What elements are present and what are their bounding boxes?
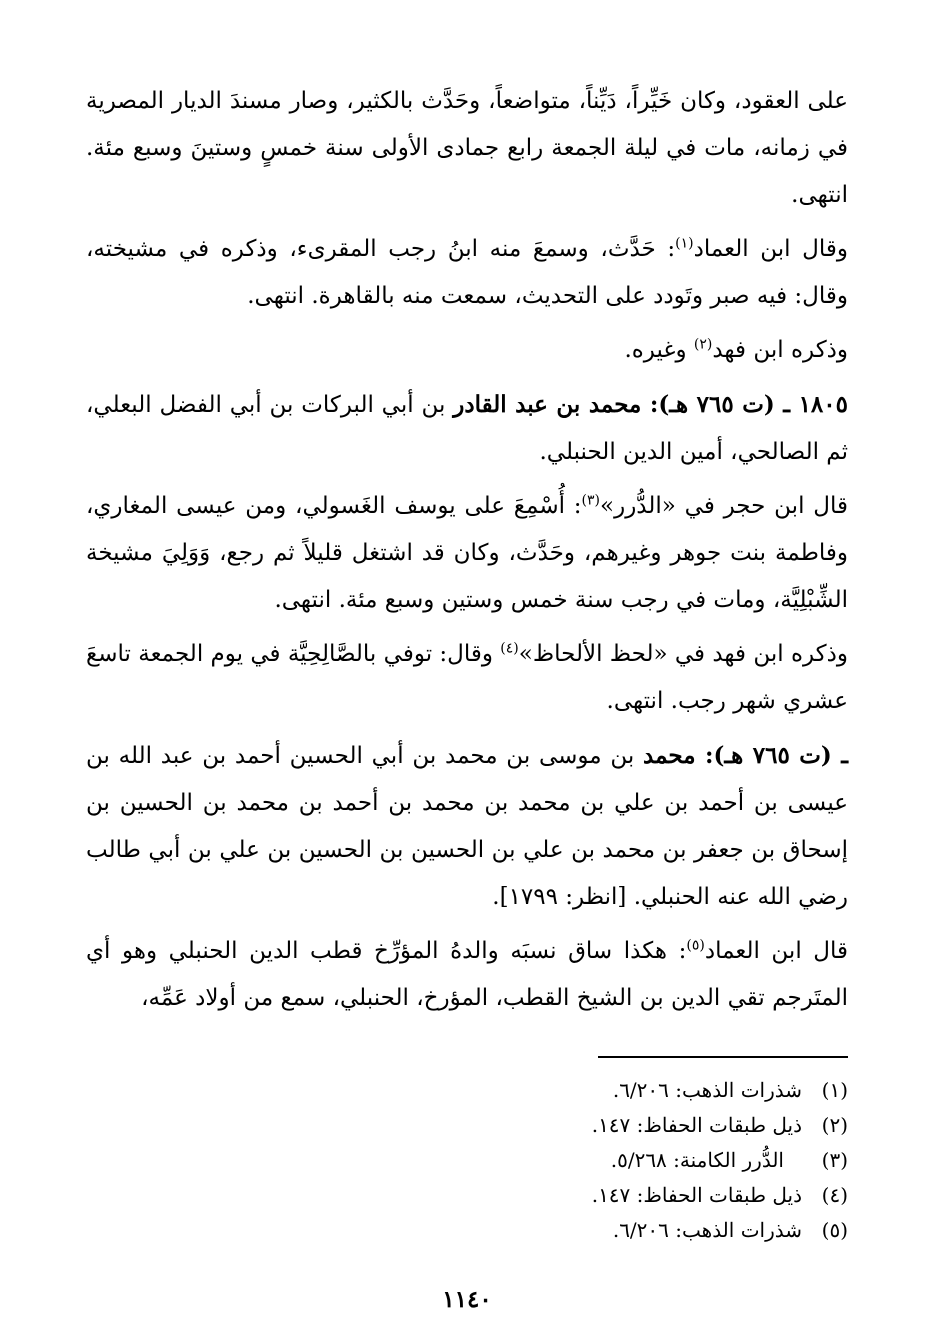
main-text — [86, 78, 848, 1022]
footnote-5: (٥)شذرات الذهب: ٦/٢٠٦. — [612, 1218, 848, 1242]
paragraph-2: وقال ابن العماد$^{(١)}$: حَدَّث، وسمعَ منه ابنُ رجب المقرىء، وذكره في مشيخته، وقال: فيه صبر وتَودد على التحديث، سمعت منه بالقاهرة. انتهى. — [86, 235, 848, 309]
footnote-separator — [598, 1056, 848, 1058]
footnote-2: (٢)ذيل طبقات الحفاظ: ١٤٧. — [591, 1113, 848, 1137]
paragraph-6: وذكره ابن فهد في «لحظ الألحاظ»$^{(٤)}$ وقال: توفي بالصَّالِحِيَّة في يوم الجمعة تاسعَ عشري شهر رجب. انتهى. — [86, 640, 848, 714]
footnote-ref-3: (٣) — [581, 492, 601, 509]
footnote-ref-5: (٥) — [686, 937, 705, 954]
footnote-ref-1: (١) — [675, 235, 694, 252]
footnote-ref-4: (٤) — [500, 640, 519, 657]
footnote-ref-2: (٢) — [693, 336, 713, 353]
paragraph-8: قال ابن العماد$^{(٥)}$: هكذا ساق نسبَه والدهُ المؤرِّخ قطب الدين الحنبلي وهو أي المتَرجم تقي الدين بن الشيخ القطب، المؤرخ، الحنبلي، سمع من أولاد عَمِّه، — [86, 937, 848, 1011]
paragraph-1: على العقود، وكان خَيِّراً، دَيِّناً، متواضعاً، وحَدَّث بالكثير، وصار مسندَ الديار المصرية في زمانه، مات في ليلة الجمعة رابع جمادى الأولى سنة خمسٍ وستينَ وسبع مئة. انتهى. — [86, 88, 848, 208]
paragraph-3: وذكره ابن فهد$^{(٢)}$ وغيره. — [624, 336, 848, 363]
entry-1805-lead: ١٨٠٥ ـ (ت ٧٦٥ هـ): محمد بن عبد القادر — [453, 391, 848, 418]
entry-1805-heading: ١٨٠٥ ـ (ت ٧٦٥ هـ): محمد بن عبد القادر بن أبي البركات بن أبي الفضل البعلي، ثم الصالحي، أمين الدين الحنبلي. — [86, 391, 848, 465]
footnote-3: (٣)الدُّرر الكامنة: ٥/٢٦٨. — [610, 1148, 848, 1172]
footnote-4: (٤)ذيل طبقات الحفاظ: ١٤٧. — [591, 1183, 848, 1207]
entry-muhammad-heading: ـ (ت ٧٦٥ هـ): محمد بن موسى بن محمد بن أبي الحسين أحمد بن عبد الله بن عيسى بن أحمد بن علي بن محمد بن محمد بن أحمد بن محمد بن الحسين بن إسحاق بن جعفر بن محمد بن علي بن الحسين بن الحسين بن علي بن أبي طالب رضي الله عنه الحنبلي. [انظر: ١٧٩٩]. — [86, 742, 848, 910]
paragraph-5: قال ابن حجر في «الدُّرر»$^{(٣)}$: أُسْمِعَ على يوسف الغَسولي، ومن عيسى المغاري، وفاطمة بنت جوهر وغيرهم، وحَدَّث، وكان قد اشتغل قليلاً ثم رجع، وَوَلِيَ مشيخة الشِّبْلِيَّة، ومات في رجب سنة خمس وستين وسبع مئة. انتهى. — [86, 492, 848, 613]
page-number: ١١٤٠ — [442, 1286, 492, 1313]
footnote-1: (١)شذرات الذهب: ٦/٢٠٦. — [612, 1078, 848, 1102]
entry-muhammad-lead: ـ (ت ٧٦٥ هـ): محمد — [643, 742, 848, 769]
footnotes — [448, 1073, 848, 1248]
